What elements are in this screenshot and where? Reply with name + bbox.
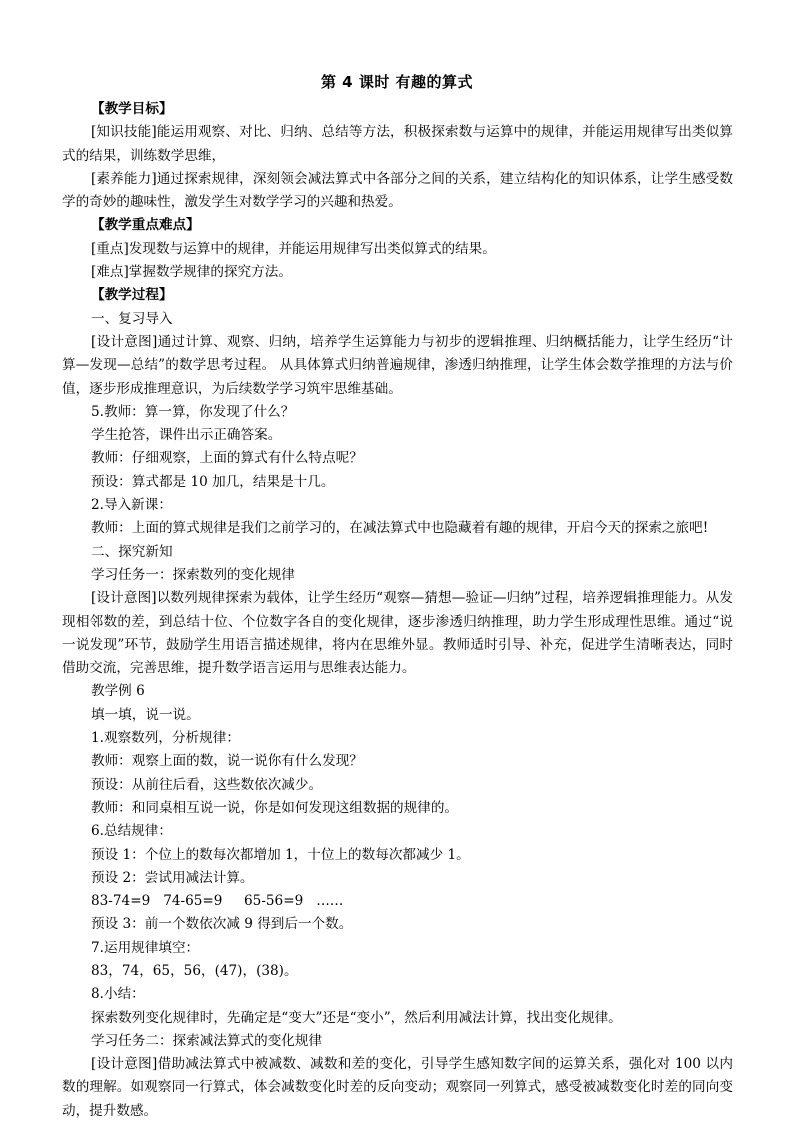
paragraph: 83，74，65，56，(47)，(38)。 [91, 962, 298, 979]
paragraph: 7.运用规律填空： [91, 939, 200, 956]
document-body [62, 98, 733, 1123]
paragraph: 教师：仔细观察，上面的算式有什么特点呢？ [91, 450, 363, 467]
paragraph: [素养能力]通过探索规律，深刻领会减法算式中各部分之间的关系，建立结构化的知识体系，让学生感受数学的奇妙的趣味性，激发学生对数学学习的兴趣和热爱。 [62, 170, 733, 211]
paragraph: 5.教师：算一算，你发现了什么？ [91, 403, 295, 420]
paragraph: 教学例 6 [91, 683, 145, 700]
paragraph: 83-74=9 74-65=9 65-56=9 …… [91, 893, 344, 910]
paragraph: 预设 1：个位上的数每次都增加 1，十位上的数每次都减少 1。 [91, 846, 470, 863]
document-title: 第 4 课时 有趣的算式 [320, 73, 474, 91]
paragraph: 教师：观察上面的数，说一说你有什么发现？ [91, 753, 363, 770]
paragraph: 预设 2：尝试用减法计算。 [91, 869, 254, 886]
paragraph: [重点]发现数与运算中的规律，并能运用规律写出类似算式的结果。 [91, 240, 496, 257]
paragraph: 学习任务一：探索数列的变化规律 [91, 566, 295, 583]
section-heading: 【教学重点难点】 [91, 217, 200, 234]
paragraph: 1.观察数列，分析规律： [91, 730, 240, 747]
section-heading: 【教学过程】 [91, 287, 173, 304]
paragraph: [难点]掌握数学规律的探究方法。 [91, 264, 292, 281]
paragraph: 6.总结规律： [91, 823, 172, 840]
paragraph: [设计意图]以数列规律探索为载体，让学生经历“观察—猜想—验证—归纳”过程，培养逻辑推理能力。从发现相邻数的差，到总结十位、个位数字各自的变化规律，逐步渗透归纳推理，助力学生形成理性思维。通过“说一说发现”环节，鼓励学生用语言描述规律，将内在思维外显。教师适时引导、补充，促进学生清晰表达，同时借助交流，完善思维，提升数学语言运用与思维表达能力。 [62, 590, 733, 677]
paragraph: 预设：算式都是 10 加几，结果是十几。 [91, 473, 335, 490]
paragraph: 学生抢答，课件出示正确答案。 [91, 427, 282, 444]
paragraph: 2.导入新课： [91, 497, 172, 514]
paragraph: 二、探究新知 [91, 543, 173, 560]
paragraph: 一、复习导入 [91, 310, 173, 327]
paragraph: 预设：从前往后看，这些数依次减少。 [91, 776, 323, 793]
paragraph: 8.小结： [91, 986, 145, 1003]
paragraph: 学习任务二：探索减法算式的变化规律 [91, 1032, 323, 1049]
paragraph: 教师：和同桌相互说一说，你是如何发现这组数据的规律的。 [91, 799, 459, 816]
paragraph: 预设 3：前一个数依次减 9 得到后一个数。 [91, 916, 353, 933]
section-heading: 【教学目标】 [91, 101, 173, 117]
paragraph: [设计意图]借助减法算式中被减数、减数和差的变化，引导学生感知数字间的运算关系，强化对 100 以内数的理解。如观察同一行算式，体会减数变化时差的反向变动；观察同一列算式，感受被减数变化时差的同向变动，提升数感。 [62, 1056, 733, 1119]
paragraph: [设计意图]通过计算、观察、归纳，培养学生运算能力与初步的逻辑推理、归纳概括能力，让学生经历“计算—发现—总结”的数学思考过程。 从具体算式归纳普遍规律，渗透归纳推理，让学生体会数学推理的方法与价值，逐步形成推理意识，为后续数学学习筑牢思维基础。 [62, 333, 733, 397]
paragraph: 教师：上面的算式规律是我们之前学习的，在减法算式中也隐藏着有趣的规律，开启今天的探索之旅吧! [91, 520, 709, 537]
paragraph: [知识技能]能运用观察、对比、归纳、总结等方法，积极探索数与运算中的规律，并能运用规律写出类似算式的结果，训练数学思维， [62, 124, 733, 164]
paragraph: 探索数列变化规律时，先确定是“变大”还是“变小”，然后利用减法计算，找出变化规律。 [91, 1009, 622, 1026]
paragraph: 填一填，说一说。 [91, 706, 200, 723]
